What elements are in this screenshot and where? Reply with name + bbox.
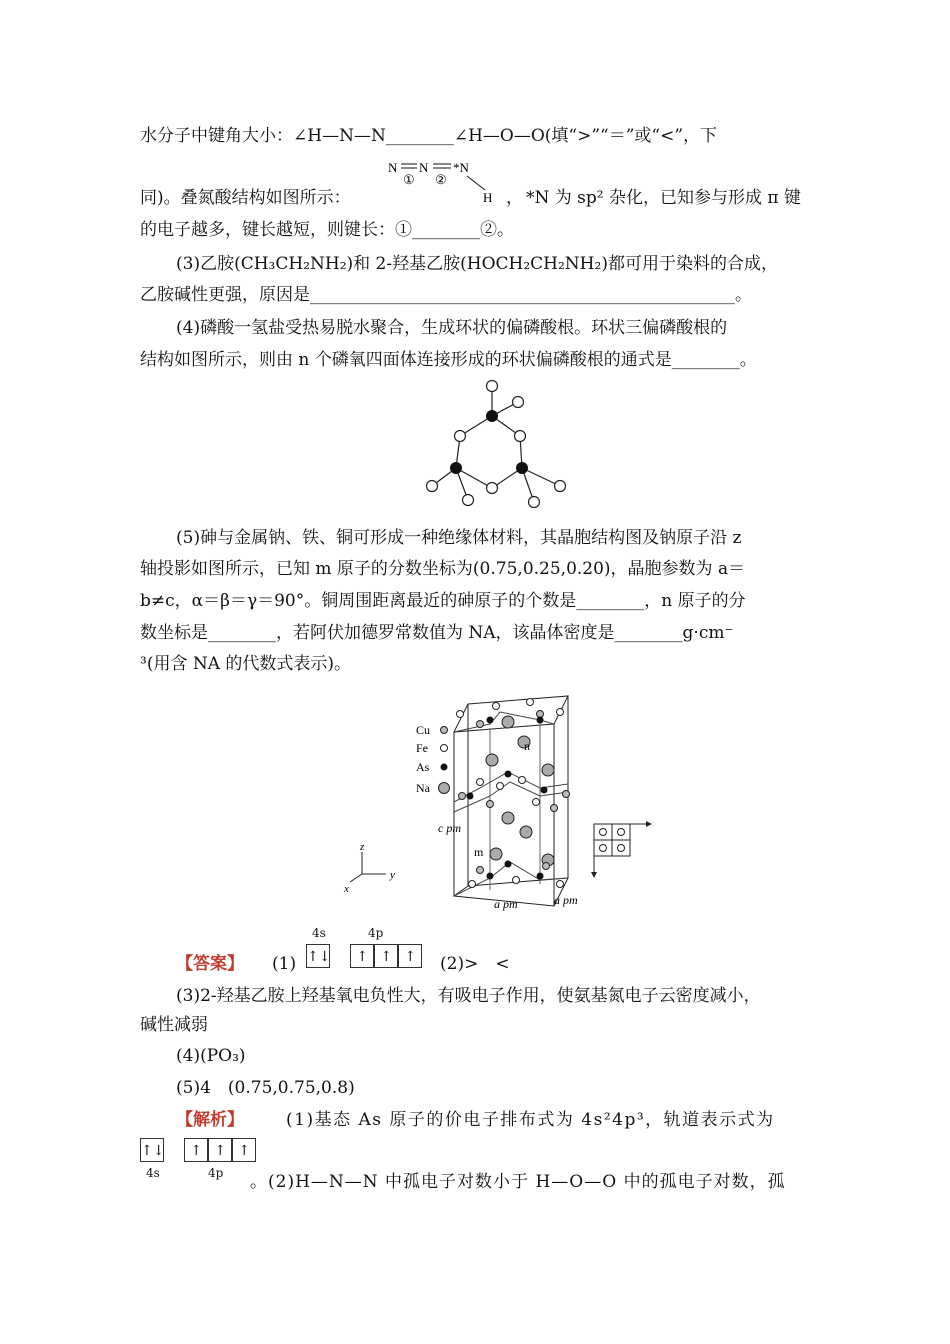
y-axis-label: y xyxy=(390,869,395,881)
text-line: 水分子中键角大小：∠H—N—N________∠H—O—O(填“>”“＝”或“<”，下 xyxy=(140,126,718,146)
answer-tag: 【答案】 xyxy=(176,954,244,974)
orbital-4p-label: 4p xyxy=(368,926,384,940)
text-line: 的电子越多，键长越短，则键长：①________②。 xyxy=(140,220,514,240)
h-atom-label: H xyxy=(483,190,493,205)
legend-cu: Cu xyxy=(416,723,431,737)
orbital-4p-box: ↑ xyxy=(208,1138,232,1162)
orbital-4p-box: ↑ xyxy=(350,944,374,968)
analysis-2: 。(2)H—N—N 中孤电子对数小于 H—O—O 中的孤电子对数，孤 xyxy=(250,1172,786,1192)
answer-5: (5)4 (0.75,0.75,0.8) xyxy=(176,1078,355,1098)
answer-1: (1) xyxy=(272,954,297,974)
n-atom-label: N xyxy=(388,160,398,175)
orbital-4s-label: 4s xyxy=(146,1166,160,1180)
legend-fe: Fe xyxy=(416,741,428,755)
text-line: *N 为 sp² 杂化，已知参与形成 π 键 xyxy=(526,188,801,208)
a-param-label: a pm xyxy=(554,893,578,907)
answer-orbital-diagram xyxy=(306,926,422,968)
answer-4: (4)(PO₃) xyxy=(176,1046,246,1066)
analysis-1: (1)基态 As 原子的价电子排布式为 4s²4p³，轨道表示式为 xyxy=(286,1110,775,1130)
text-line: 同)。叠氮酸结构如图所示： xyxy=(140,188,351,208)
orbital-4p-box: ↑ xyxy=(184,1138,208,1162)
text-line: 轴投影如图所示，已知 m 原子的分数坐标为(0.75,0.25,0.20)，晶胞参数为 a＝ xyxy=(140,559,746,579)
z-axis-label: z xyxy=(360,841,365,853)
m-atom-label: m xyxy=(474,845,484,859)
trimetaphosphate-figure xyxy=(420,378,580,513)
n-atom-label: N xyxy=(419,160,429,175)
n-atom-label: n xyxy=(524,739,530,753)
text-line: (3)乙胺(CH₃CH₂NH₂)和 2-羟基乙胺(HOCH₂CH₂NH₂)都可用于染料的合成， xyxy=(176,254,778,274)
c-param-label: c pm xyxy=(438,821,461,835)
bond-label-2: ② xyxy=(435,172,447,187)
text-line: b≠c，α＝β＝γ＝90°。铜周围距离最近的砷原子的个数是________，n 原子的分 xyxy=(140,591,746,611)
orbital-4p-box: ↑ xyxy=(232,1138,256,1162)
legend-as: As xyxy=(416,760,430,774)
orbital-4s-box: ↑↓ xyxy=(140,1138,164,1162)
x-axis-label: x xyxy=(344,883,349,895)
n-star-atom-label: *N xyxy=(453,160,469,175)
orbital-4p-box: ↑ xyxy=(398,944,422,968)
answer-3-cont: 碱性减弱 xyxy=(140,1015,208,1035)
answer-2: (2)> < xyxy=(440,954,510,974)
text-line: (5)砷与金属钠、铁、铜可形成一种绝缘体材料，其晶胞结构图及钠原子沿 z xyxy=(176,528,742,548)
orbital-4s-box: ↑↓ xyxy=(306,944,330,968)
text-line: ， xyxy=(506,188,523,208)
answer-3: (3)2-羟基乙胺上羟基氧电负性大，有吸电子作用，使氨基氮电子云密度减小， xyxy=(176,986,761,1006)
orbital-4p-box: ↑ xyxy=(374,944,398,968)
analysis-orbital-diagram xyxy=(140,1138,256,1180)
text-line: 结构如图所示，则由 n 个磷氧四面体连接形成的环状偏磷酸根的通式是________。 xyxy=(140,350,757,370)
text-line: ³(用含 NA 的代数式表示)。 xyxy=(140,654,352,674)
analysis-tag: 【解析】 xyxy=(176,1110,244,1130)
text-line: (4)磷酸一氢盐受热易脱水聚合，生成环状的偏磷酸根。环状三偏磷酸根的 xyxy=(176,318,728,338)
bond-label-1: ① xyxy=(403,172,415,187)
text-line: 乙胺碱性更强，原因是__________________________________________________。 xyxy=(140,285,752,305)
a-param-label: a pm xyxy=(494,897,518,911)
orbital-4p-label: 4p xyxy=(208,1166,224,1180)
crystal-cell-figure xyxy=(340,684,660,914)
orbital-4s-label: 4s xyxy=(312,926,326,940)
legend-na: Na xyxy=(416,781,430,795)
text-line: 数坐标是________，若阿伏加德罗常数值为 NA，该晶体密度是________g·cm⁻ xyxy=(140,623,734,643)
hydrazoic-acid-structure xyxy=(385,154,515,206)
